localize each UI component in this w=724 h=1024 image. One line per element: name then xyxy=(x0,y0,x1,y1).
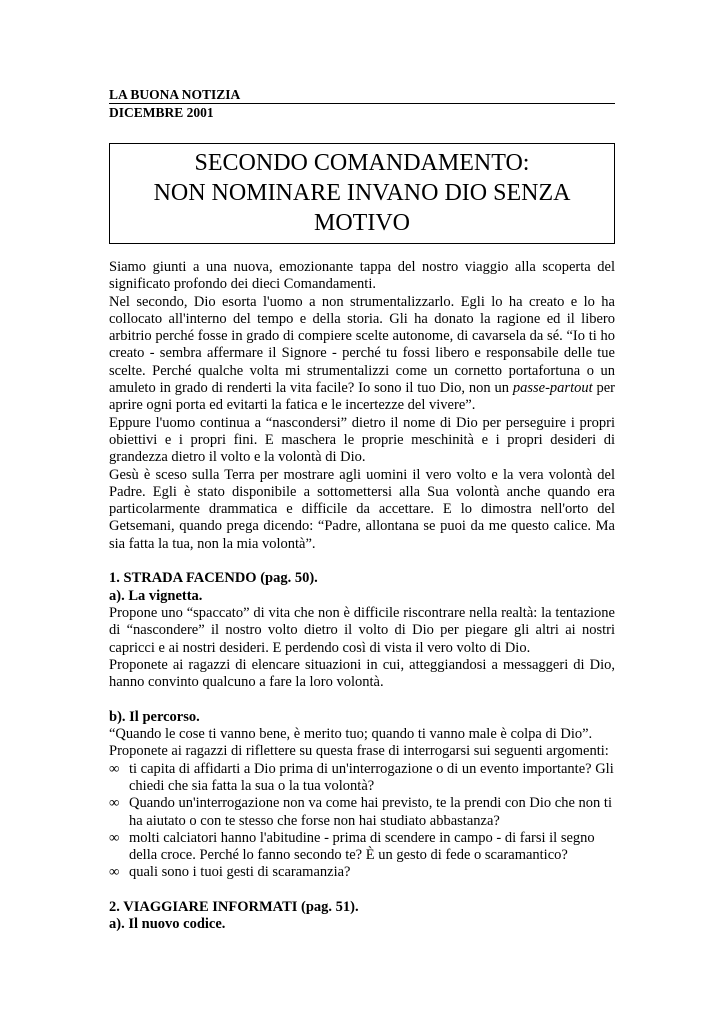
section-1-a-paragraph-1: Propone uno “spaccato” di vita che non è difficile riscontrare nella realtà: la tentazione di “nascondere” il nostro volto dietro il volto di Dio per piegare gli altri ai nostri capricci e ai nostri desideri. E perdendo così di vista il vero volto di Dio. xyxy=(109,604,615,656)
list-item-text: Quando un'interrogazione non va come hai previsto, te la prendi con Dio che non ti ha aiutato o con te stesso che forse non hai studiato abbastanza? xyxy=(129,795,612,829)
section-1-sub-a: a). La vignetta. xyxy=(109,587,203,604)
intro-paragraph-3: Eppure l'uomo continua a “nascondersi” dietro il nome di Dio per perseguire i propri obiettivi e i propri fini. E maschera le proprie meschinità e i propri desideri di grandezza dietro il volto e la volontà di Dio. xyxy=(109,414,615,466)
intro-paragraph-2 xyxy=(109,294,615,415)
document-body xyxy=(109,259,615,934)
infinity-bullet-icon: ∞ xyxy=(109,864,120,881)
spacer xyxy=(109,882,615,899)
section-1-b-paragraph-2: Proponete ai ragazzi di riflettere su questa frase di interrogarsi sui seguenti argomenti: xyxy=(109,743,609,760)
intro-passe-partout: passe-partout xyxy=(512,380,593,397)
header-publication: LA BUONA NOTIZIA xyxy=(109,87,241,102)
intro-paragraph-2-end: per aprire ogni porta ed evitarti la fatica e le incertezze del vivere”. xyxy=(109,380,616,414)
section-1-a-paragraph-2: Proponete ai ragazzi di elencare situazioni in cui, atteggiandosi a messaggeri di Dio, hanno convinto qualcuno a fare la loro volontà. xyxy=(109,656,615,691)
list-item xyxy=(109,795,615,830)
intro-paragraph-2-text: Nel secondo, Dio esorta l'uomo a non strumentalizzarlo. Egli lo ha creato e lo ha collocato all'interno del tempo e della storia. Gli ha donato la ragione ed il libero arbitrio perché fosse in grado di compiere scelte autonome, di cavarsela da sé. “Io ti ho creato - sembra affermare il Signore - perché tu fossi libero e responsabile delle tue scelte. Perché qualche volta mi strumentalizzi come un cornetto portafortuna o un amuleto in grado di renderti la vita facile? Io sono il tuo Dio, non un xyxy=(109,293,615,397)
spacer xyxy=(109,691,615,708)
section-1-sub-b: b). Il percorso. xyxy=(109,708,200,725)
header-date: DICEMBRE 2001 xyxy=(109,105,214,120)
list-item-text: quali sono i tuoi gesti di scaramanzia? xyxy=(129,864,351,881)
spacer xyxy=(109,553,615,570)
list-item-text: ti capita di affidarti a Dio prima di un'interrogazione o di un evento importante? Gli chiedi che sia fatta la sua o la tua volontà? xyxy=(129,760,614,794)
infinity-bullet-icon: ∞ xyxy=(109,795,120,812)
question-list xyxy=(109,761,615,882)
title-line-2: NON NOMINARE INVANO DIO SENZA xyxy=(153,180,571,206)
infinity-bullet-icon: ∞ xyxy=(109,760,120,777)
section-1-b-paragraph-1: “Quando le cose ti vanno bene, è merito tuo; quando ti vanno male è colpa di Dio”. xyxy=(109,726,593,743)
title-line-1: SECONDO COMANDAMENTO: xyxy=(194,150,530,176)
section-2-heading: 2. VIAGGIARE INFORMATI (pag. 51). xyxy=(109,898,359,915)
section-1-heading: 1. STRADA FACENDO (pag. 50). xyxy=(109,570,318,587)
infinity-bullet-icon: ∞ xyxy=(109,829,120,846)
document-page xyxy=(109,86,615,934)
list-item xyxy=(109,830,615,865)
title-box xyxy=(109,143,615,244)
intro-paragraph-4: Gesù è sceso sulla Terra per mostrare agli uomini il vero volto e la vera volontà del Padre. Egli è stato disponibile a sottomettersi alla Sua volontà anche quando era particolarmente drammatica e difficile da accettare. E lo dimostra nell'orto del Getsemani, quando prega dicendo: “Padre, allontana se puoi da me questo calice. Ma sia fatta la tua, non la mia volontà”. xyxy=(109,466,615,552)
list-item-text: molti calciatori hanno l'abitudine - prima di scendere in campo - di farsi il segno della croce. Perché lo fanno secondo te? È un gesto di fede o scaramantico? xyxy=(129,829,595,864)
title-line-3: MOTIVO xyxy=(314,210,410,236)
list-item xyxy=(109,864,615,881)
section-2-sub-a: a). Il nuovo codice. xyxy=(109,916,226,933)
intro-paragraph-1: Siamo giunti a una nuova, emozionante tappa del nostro viaggio alla scoperta del significato profondo dei dieci Comandamenti. xyxy=(109,259,615,293)
list-item xyxy=(109,761,615,796)
